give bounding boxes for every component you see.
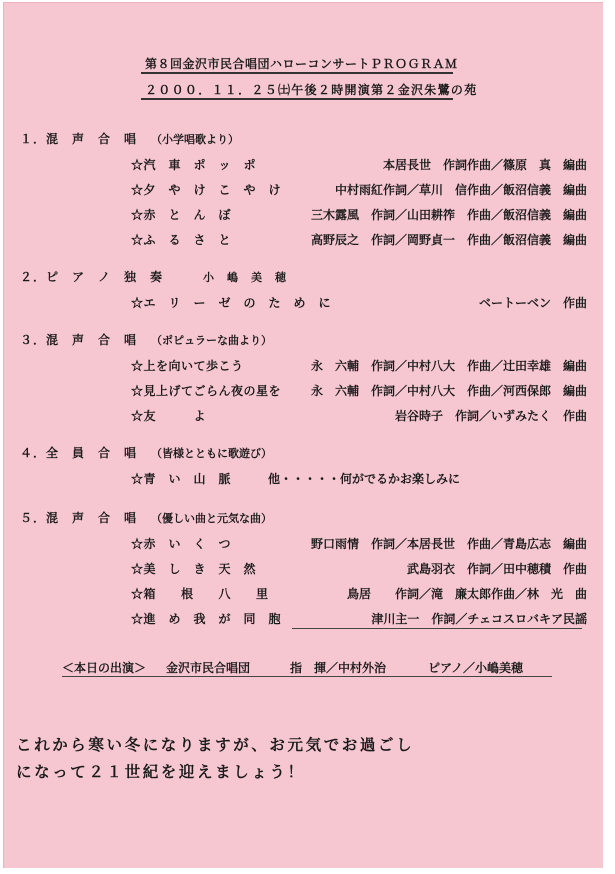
performers-conductor: 指 揮／中村外治 (290, 661, 387, 675)
performers-label: ＜本日の出演＞ (62, 661, 147, 675)
song-credit: 野口雨情 作詞／本居長世 作曲／青島広志 編曲 (310, 537, 587, 551)
performers-choir: 金沢市民合唱団 (166, 661, 251, 675)
song-title: ☆青 い 山 脈 (131, 472, 232, 486)
section-4-heading: ４．全 員 合 唱 （皆様とともに歌遊び） (20, 446, 273, 460)
song-title: ☆箱 根 八 里 (131, 587, 269, 601)
performers-underline (62, 676, 552, 677)
song-credit: 三木露風 作詞／山田耕筰 作曲／飯沼信義 編曲 (310, 208, 587, 222)
song-credit: 武島羽衣 作詞／田中穂積 作曲 (406, 562, 587, 576)
title-rule (141, 72, 453, 74)
song-credit: 本居長世 作詞作曲／篠原 真 編曲 (382, 158, 587, 172)
closing-message-line-2: になって２１世紀を迎えましょう！ (16, 762, 306, 781)
closing-message-line-1: これから寒い冬になりますが、お元気でお過ごし (16, 735, 415, 754)
program-date-venue: ２０００．１１．２５㈯午後２時開演第２金沢朱鷺の苑 (145, 83, 478, 97)
song-credit: 他・・・・・何がでるかお楽しみに (268, 472, 461, 486)
section-2-heading: ２．ピ ア ノ 独 奏 小 嶋 美 穂 (20, 270, 288, 284)
performers-piano: ピアノ／小嶋美穂 (428, 661, 524, 675)
song-credit: 永 六輔 作詞／中村八大 作曲／辻田幸雄 編曲 (310, 359, 587, 373)
program-title: 第８回金沢市民合唱団ハローコンサートＰＲＯＧＲＡＭ (145, 57, 458, 71)
song-credit: 津川主一 作詞／チェコスロバキア民謡 (371, 612, 587, 626)
song-title: ☆夕 や け こ や け (131, 183, 282, 197)
song-credit: 鳥居 作詞／滝 廉太郎作曲／林 光 曲 (346, 587, 587, 601)
song-title: ☆ふ る さ と (131, 233, 232, 247)
song-title: ☆見上げてごらん夜の星を (131, 384, 282, 398)
section-5-heading: ５．混 声 合 唱 （優しい曲と元気な曲） (20, 511, 273, 525)
song-credit: 中村雨紅作詞／草川 信作曲／飯沼信義 編曲 (334, 183, 587, 197)
song-credit: 岩谷時子 作詞／いずみたく 作曲 (394, 409, 587, 423)
song-credit: 永 六輔 作詞／中村八大 作曲／河西保郎 編曲 (310, 384, 587, 398)
section-3-heading: ３．混 声 合 唱 （ポピュラーな曲より） (20, 333, 273, 347)
song-title: ☆友 よ (131, 409, 207, 423)
song-title: ☆美 し き 天 然 (131, 562, 257, 576)
subtitle-rule (141, 98, 453, 100)
song-title: ☆エ リ ー ゼ の た め に (131, 296, 332, 310)
song-title: ☆赤 い く つ (131, 537, 232, 551)
song-title: ☆汽 車 ポ ッ ポ (131, 158, 257, 172)
song-title: ☆赤 と ん ぼ (131, 208, 232, 222)
section-end-line (292, 628, 582, 629)
song-title: ☆上を向いて歩こう (131, 359, 244, 373)
section-1-heading: １．混 声 合 唱 （小学唱歌より） (20, 132, 240, 146)
song-credit: ベートーベン 作曲 (478, 296, 587, 310)
song-credit: 高野辰之 作詞／岡野貞一 作曲／飯沼信義 編曲 (310, 233, 587, 247)
song-title: ☆進 め 我 が 同 胞 (131, 612, 282, 626)
